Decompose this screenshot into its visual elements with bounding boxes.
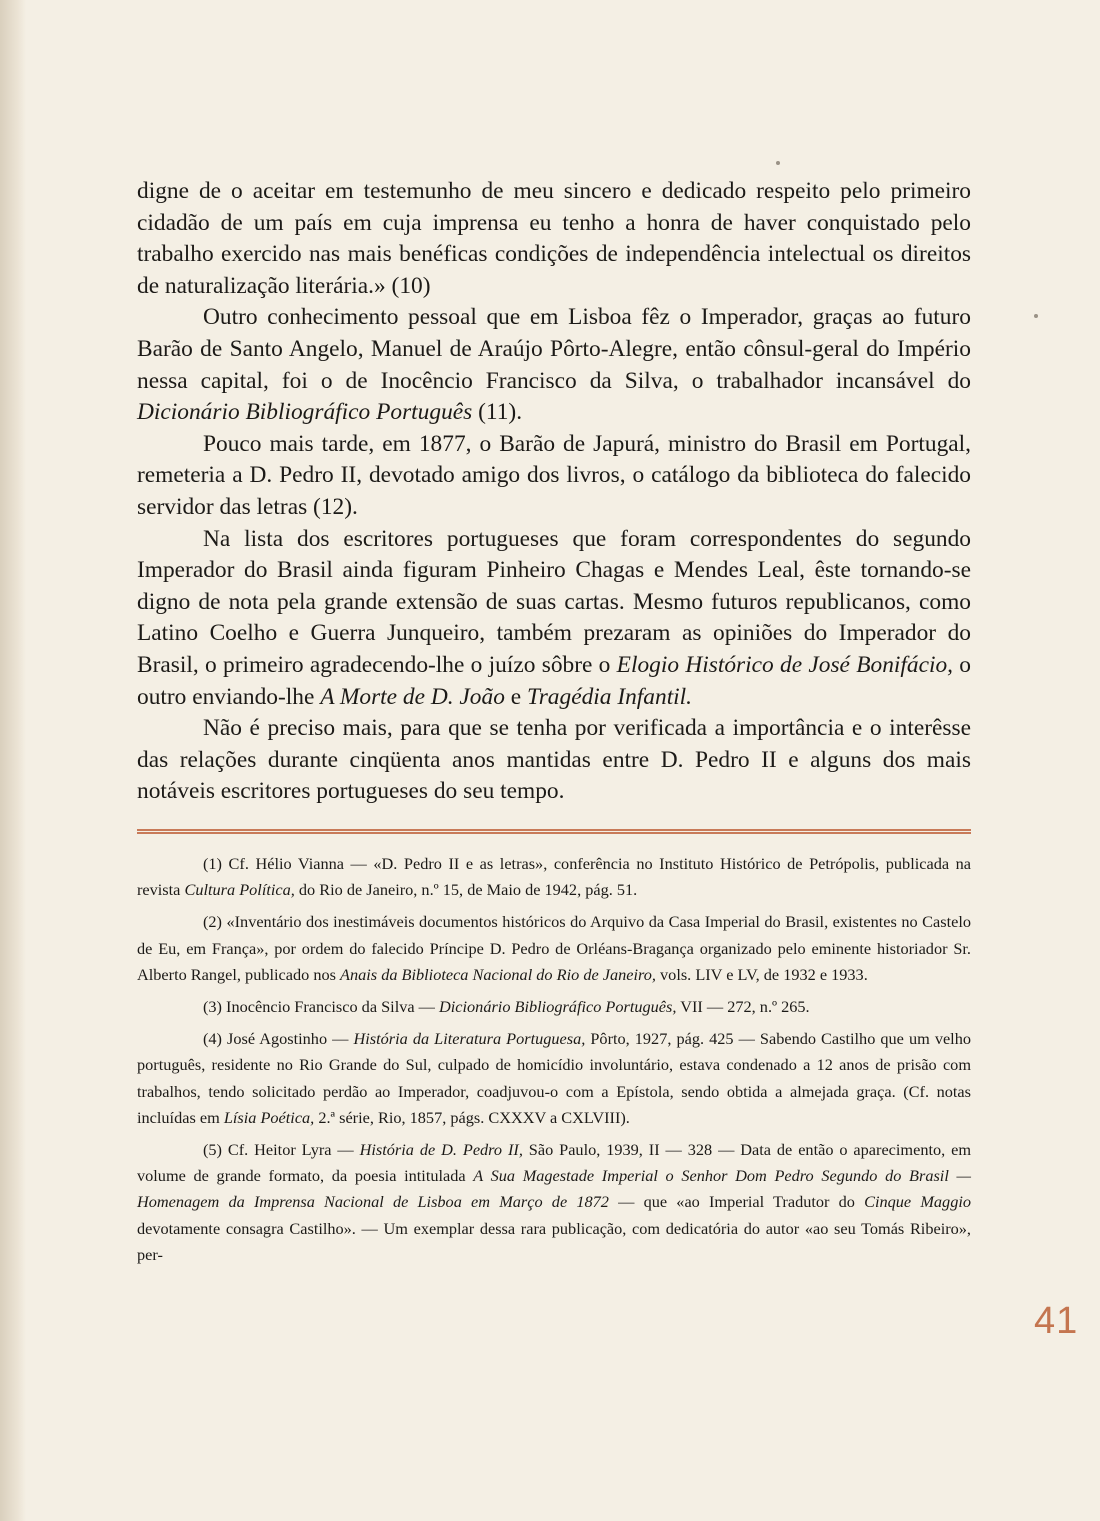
- page-number: 41: [1034, 1300, 1079, 1342]
- footnote: [137, 909, 971, 988]
- italic-title-text: Anais da Biblioteca Nacional do Rio de Janeiro,: [340, 964, 656, 984]
- footnotes-section: [137, 851, 971, 1274]
- text-segment: (5) Cf. Heitor Lyra —: [203, 1140, 360, 1160]
- italic-title-text: A Morte de D. João: [320, 683, 505, 710]
- speck-mark: [776, 161, 780, 165]
- text-segment: (4) José Agostinho —: [203, 1029, 354, 1049]
- footnote: [137, 1137, 971, 1268]
- text-segment: e: [504, 683, 527, 710]
- italic-title-text: Cinque Maggio: [864, 1192, 971, 1212]
- italic-title-text: Cultura Política,: [184, 880, 295, 900]
- text-segment: — que «ao Imperial Tradutor do: [608, 1192, 865, 1212]
- italic-title-text: Dicionário Bibliográfico Português: [137, 399, 473, 426]
- body-paragraph: [137, 713, 971, 808]
- text-segment: (11).: [472, 399, 523, 426]
- text-segment: São Paulo, 1939, II — 328 — Data de então o aparecimento, em volume de grande formato, da poesia intitulada: [137, 1140, 971, 1186]
- text-segment: VII — 272, n.º 265.: [676, 997, 810, 1017]
- italic-title-text: Dicionário Bibliográfico Português,: [439, 997, 677, 1017]
- text-segment: vols. LIV e LV, de 1932 e 1933.: [655, 964, 868, 984]
- body-paragraph: [137, 524, 971, 714]
- italic-title-text: Tragédia Infantil.: [526, 683, 693, 710]
- text-segment: (2) «Inventário dos inestimáveis documentos históricos do Arquivo da Casa Imperial do Brasil, existentes no Castelo de Eu, em França», por ordem do falecido Príncipe D. Pedro de Orléans-Bragança organizado pelo eminente historiador Sr. Alberto Rangel, publicado nos: [137, 912, 971, 984]
- body-paragraph: [137, 302, 971, 428]
- italic-title-text: Lísia Poética,: [223, 1107, 315, 1127]
- text-segment: devotamente consagra Castilho». — Um exemplar dessa rara publicação, com dedicatória do autor «ao seu Tomás Ribeiro», per-: [137, 1218, 971, 1264]
- text-segment: digne de o aceitar em testemunho de meu sincero e dedicado respeito pelo primeiro cidadão de um país em cuja imprensa eu tenho a honra de haver conquistado pelo trabalho exercido nas mais benéficas condições de independência intelectual os direitos de naturalização literária.» (10): [137, 178, 971, 299]
- body-paragraph: [137, 429, 971, 524]
- italic-title-text: História da Literatura Portuguesa,: [353, 1029, 586, 1049]
- text-segment: Outro conhecimento pessoal que em Lisboa fêz o Imperador, graças ao futuro Barão de Santo Angelo, Manuel de Araújo Pôrto-Alegre, então cônsul-geral do Império nessa capital, foi o de Inocêncio Francisco da Silva, o trabalhador incansável do: [137, 304, 971, 394]
- text-segment: Pôrto, 1927, pág. 425 — Sabendo Castilho que um velho português, residente no Rio Grande do Sul, culpado de homicídio involuntário, estava condenado a 12 anos de prisão com trabalhos, tendo solicitado perdão ao Imperador, coadjuvou-o com a Epístola, sendo obtida a almejada graça. (Cf. notas incluídas em: [137, 1029, 971, 1127]
- text-segment: o outro enviando-lhe: [137, 651, 972, 710]
- body-paragraph: [137, 176, 971, 302]
- text-segment: 2.ª série, Rio, 1857, págs. CXXXV a CXLVIII).: [314, 1107, 630, 1127]
- footnote: [137, 851, 971, 903]
- main-text-body: [137, 176, 971, 808]
- speck-mark: [1034, 314, 1038, 318]
- footnote-separator-rule: [137, 829, 971, 834]
- italic-title-text: Elogio Histórico de José Bonifácio,: [616, 651, 954, 678]
- text-segment: do Rio de Janeiro, n.º 15, de Maio de 1942, pág. 51.: [294, 880, 638, 900]
- text-segment: (1) Cf. Hélio Vianna — «D. Pedro II e as letras», conferência no Instituto Histórico de Petrópolis, publicada na revista: [137, 854, 971, 900]
- text-segment: Não é preciso mais, para que se tenha por verificada a importância e o interêsse das relações durante cinqüenta anos mantidas entre D. Pedro II e alguns dos mais notáveis escritores portugueses do seu tempo.: [137, 715, 971, 805]
- text-segment: Pouco mais tarde, em 1877, o Barão de Japurá, ministro do Brasil em Portugal, remeteria a D. Pedro II, devotado amigo dos livros, o catálogo da biblioteca do falecido servidor das letras (12).: [137, 430, 971, 520]
- footnote: [137, 1026, 971, 1131]
- italic-title-text: História de D. Pedro II,: [359, 1140, 523, 1160]
- italic-title-text: A Sua Magestade Imperial o Senhor Dom Pedro Segundo do Brasil —Homenagem da Imprensa Nacional de Lisboa em Março de 1872: [137, 1166, 972, 1212]
- text-segment: Na lista dos escritores portugueses que foram correspondentes do segundo Imperador do Brasil ainda figuram Pinheiro Chagas e Mendes Leal, êste tornando-se digno de nota pela grande extensão de suas cartas. Mesmo futuros republicanos, como Latino Coelho e Guerra Junqueiro, também prezaram as opiniões do Imperador do Brasil, o primeiro agradecendo-lhe o juízo sôbre o: [137, 525, 971, 678]
- page-binding-edge: [0, 0, 26, 1521]
- footnote: [137, 994, 971, 1020]
- text-segment: (3) Inocêncio Francisco da Silva —: [203, 997, 440, 1017]
